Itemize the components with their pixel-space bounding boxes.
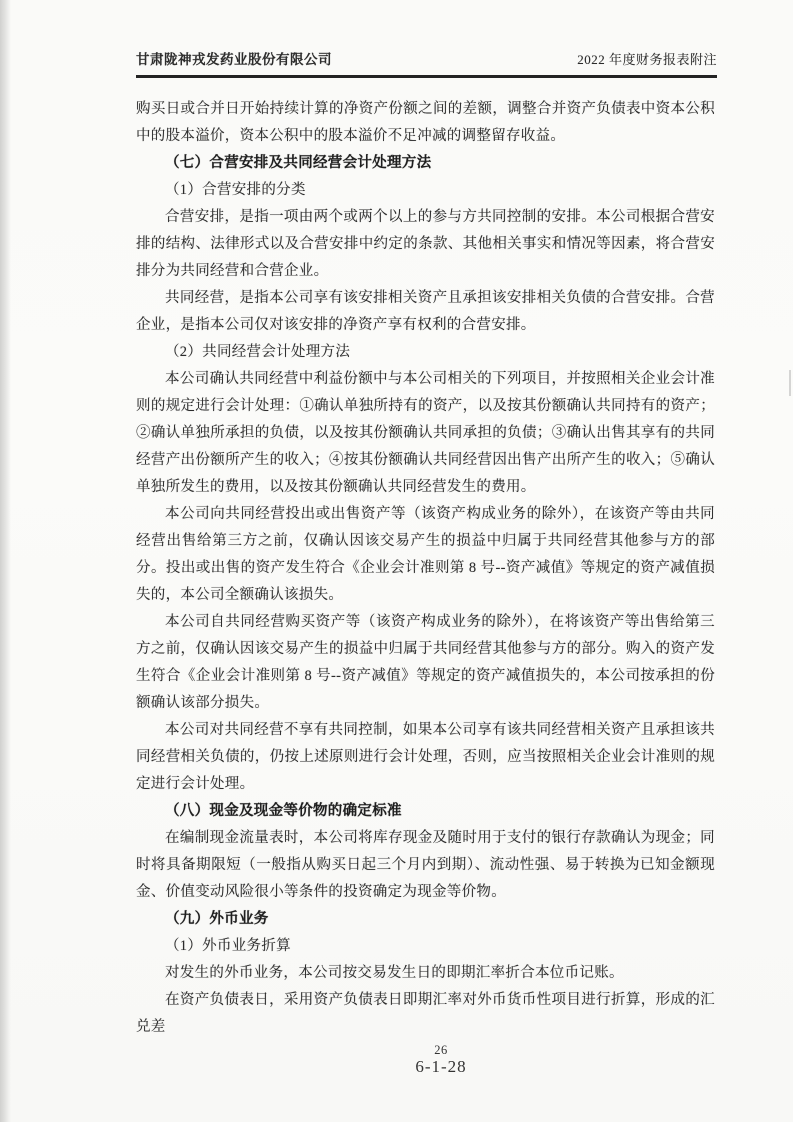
paragraph: 本公司向共同经营投出或出售资产等（该资产构成业务的除外），在该资产等由共同经营出售给第三方之前，仅确认因该交易产生的损益中归属于共同经营其他参与方的部分。投出或出售的资产发生符合《企业会计准则第 8 号--资产减值》等规定的资产减值损失的，本公司全额确认该损失。 [136, 506, 715, 603]
company-name: 甘肃陇神戎发药业股份有限公司 [136, 52, 332, 67]
paragraph: 本公司确认共同经营中利益份额中与本公司相关的下列项目，并按照相关企业会计准则的规定进行会计处理：①确认单独所持有的资产，以及按其份额确认共同持有的资产；②确认单独所承担的负债，以及按其份额确认共同承担的负债；③确认出售其享有的共同经营产出份额所产生的收入；④按其份额确认共同经营因出售产出所产生的收入；⑤确认单独所发生的费用，以及按其份额确认共同经营发生的费用。 [136, 371, 715, 495]
section-heading: （九）外币业务 [165, 911, 269, 927]
page-header [136, 48, 717, 78]
document-body [136, 96, 715, 1041]
sub-heading: （1）外币业务折算 [165, 938, 291, 954]
paragraph: 本公司对共同经营不享有共同控制，如果本公司享有该共同经营相关资产且承担该共同经营相关负债的，仍按上述原则进行会计处理，否则，应当按照相关企业会计准则的规定进行会计处理。 [136, 722, 715, 792]
page-number: 26 [434, 1043, 448, 1057]
scan-smudge-artifact [789, 370, 791, 396]
paragraph: 本公司自共同经营购买资产等（该资产构成业务的除外），在将该资产等出售给第三方之前，仅确认因该交易产生的损益中归属于共同经营其他参与方的部分。购入的资产发生符合《企业会计准则第 8 号--资产减值》等规定的资产减值损失的，本公司按承担的份额确认该部分损失。 [136, 614, 715, 711]
paragraph: 购买日或合并日开始持续计算的净资产份额之间的差额，调整合并资产负债表中资本公积中的股本溢价，资本公积中的股本溢价不足冲减的调整留存收益。 [136, 101, 715, 144]
sub-heading: （2）共同经营会计处理方法 [165, 344, 351, 360]
report-title: 2022 年度财务报表附注 [577, 52, 717, 67]
paragraph: 共同经营，是指本公司享有该安排相关资产且承担该安排相关负债的合营安排。合营企业，是指本公司仅对该安排的净资产享有权利的合营安排。 [136, 290, 715, 333]
paragraph: 在资产负债表日，采用资产负债表日即期汇率对外币货币性项目进行折算，形成的汇兑差 [136, 992, 715, 1035]
paragraph: 对发生的外币业务，本公司按交易发生日的即期汇率折合本位币记账。 [165, 965, 624, 981]
sub-heading: （1）合营安排的分类 [165, 182, 306, 198]
section-heading: （七）合营安排及共同经营会计处理方法 [165, 155, 432, 171]
page-footer [136, 1044, 746, 1076]
paragraph: 在编制现金流量表时，本公司将库存现金及随时用于支付的银行存款确认为现金；同时将具备期限短（一般指从购买日起三个月内到期）、流动性强、易于转换为已知金额现金、价值变动风险很小等条件的投资确定为现金等价物。 [136, 830, 715, 900]
paragraph: 合营安排，是指一项由两个或两个以上的参与方共同控制的安排。本公司根据合营安排的结构、法律形式以及合营安排中约定的条款、其他相关事实和情况等因素，将合营安排分为共同经营和合营企业。 [136, 209, 715, 279]
scan-edge-artifact [0, 0, 11, 1122]
page-code: 6-1-28 [415, 1056, 467, 1076]
section-heading: （八）现金及现金等价物的确定标准 [165, 803, 402, 819]
